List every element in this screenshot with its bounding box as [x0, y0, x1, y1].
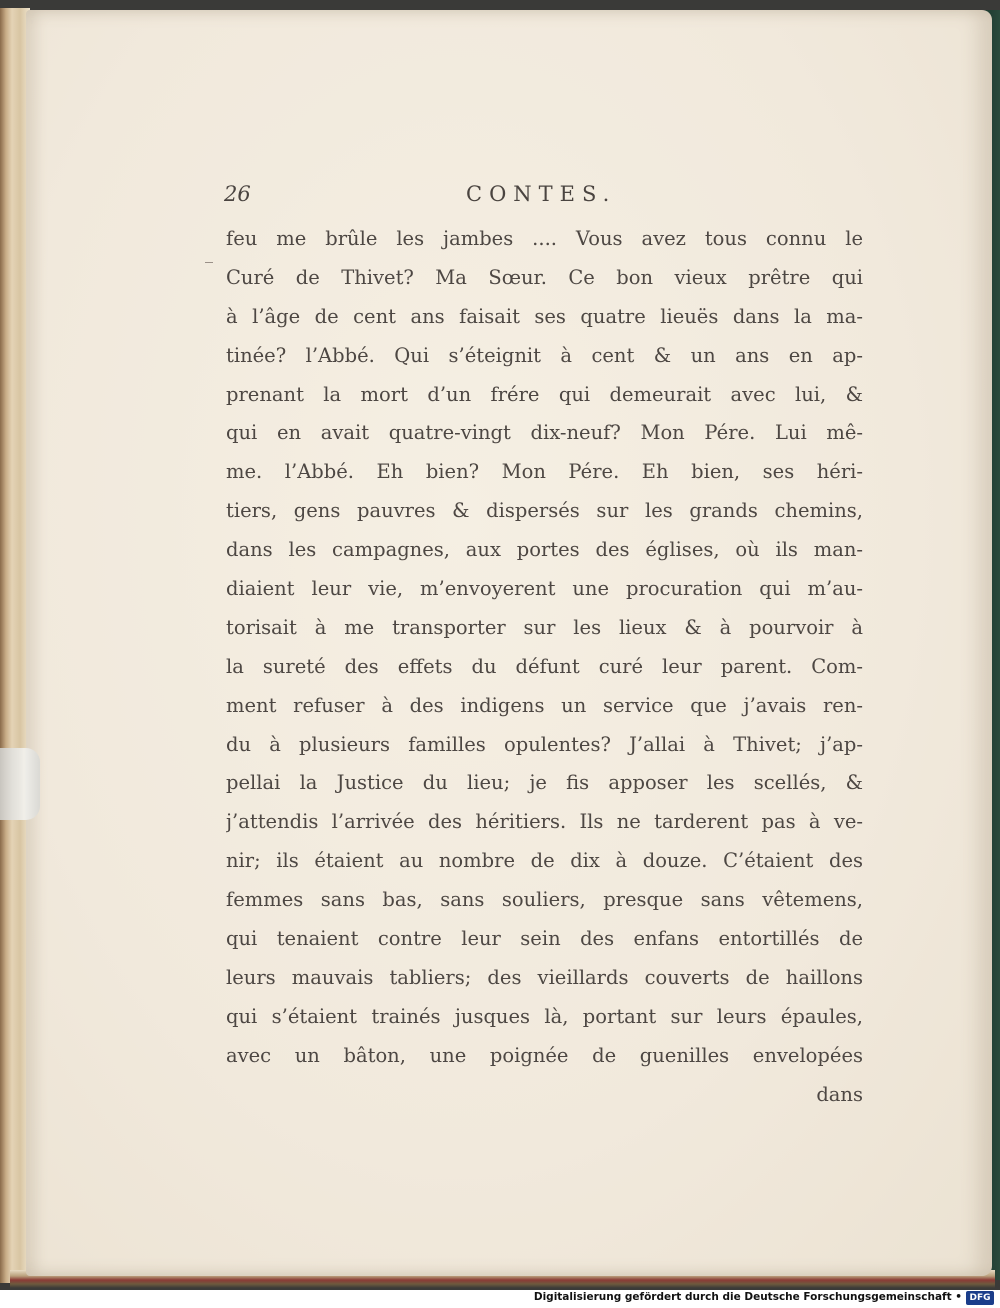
text-line: tinée? l’Abbé. Qui s’éteignit à cent & un ans en ap-: [226, 343, 863, 367]
text-line: j’attendis l’arrivée des héritiers. Ils ne tarderent pas à ve-: [226, 810, 863, 834]
text-line: nir; ils étaient au nombre de dix à douze. C’étaient des: [226, 849, 863, 873]
text-line: Curé de Thivet? Ma Sœur. Ce bon vieux prêtre qui: [226, 265, 863, 289]
funding-credit: Digitalisierung gefördert durch die Deutsche Forschungsgemeinschaft •: [533, 1291, 962, 1303]
text-line: pellai la Justice du lieu; je fis apposer les scellés, &: [226, 771, 863, 795]
text-line: femmes sans bas, sans souliers, presque sans vêtemens,: [226, 888, 863, 912]
text-line: feu me brûle les jambes .... Vous avez tous connu le: [226, 227, 863, 250]
page-clip: [0, 748, 40, 820]
text-line: ment refuser à des indigens un service que j’avais ren-: [226, 693, 863, 717]
dfg-logo: DFG: [966, 1291, 994, 1305]
text-line: du à plusieurs familles opulentes? J’allai à Thivet; j’ap-: [226, 732, 863, 756]
text-line: dans les campagnes, aux portes des églises, où ils man-: [226, 538, 863, 562]
text-line: à l’âge de cent ans faisait ses quatre lieuës dans la ma-: [226, 304, 863, 328]
text-line: qui en avait quatre-vingt dix-neuf? Mon Pére. Lui mê-: [226, 421, 863, 445]
running-head-title: CONTES.: [466, 182, 617, 206]
body-text: [226, 220, 863, 1114]
catchword: dans: [816, 1082, 863, 1106]
text-line: prenant la mort d’un frére qui demeurait avec lui, &: [226, 382, 863, 406]
text-line: tiers, gens pauvres & dispersés sur les grands chemins,: [226, 499, 863, 523]
text-line: diaient leur vie, m’envoyerent une procuration qui m’au-: [226, 577, 863, 601]
page-number: 26: [224, 182, 251, 206]
text-line: torisait à me transporter sur les lieux & à pourvoir à: [226, 615, 863, 639]
text-line: avec un bâton, une poignée de guenilles envelopées: [226, 1043, 863, 1067]
margin-mark: [205, 262, 213, 263]
text-line: qui s’étaient trainés jusques là, portant sur leurs épaules,: [226, 1004, 863, 1028]
text-line: la sureté des effets du défunt curé leur parent. Com-: [226, 654, 863, 678]
text-line: leurs mauvais tabliers; des vieillards couverts de haillons: [226, 965, 863, 989]
text-line: qui tenaient contre leur sein des enfans entortillés de: [226, 927, 863, 951]
text-line: me. l’Abbé. Eh bien? Mon Pére. Eh bien, ses héri-: [226, 460, 863, 484]
